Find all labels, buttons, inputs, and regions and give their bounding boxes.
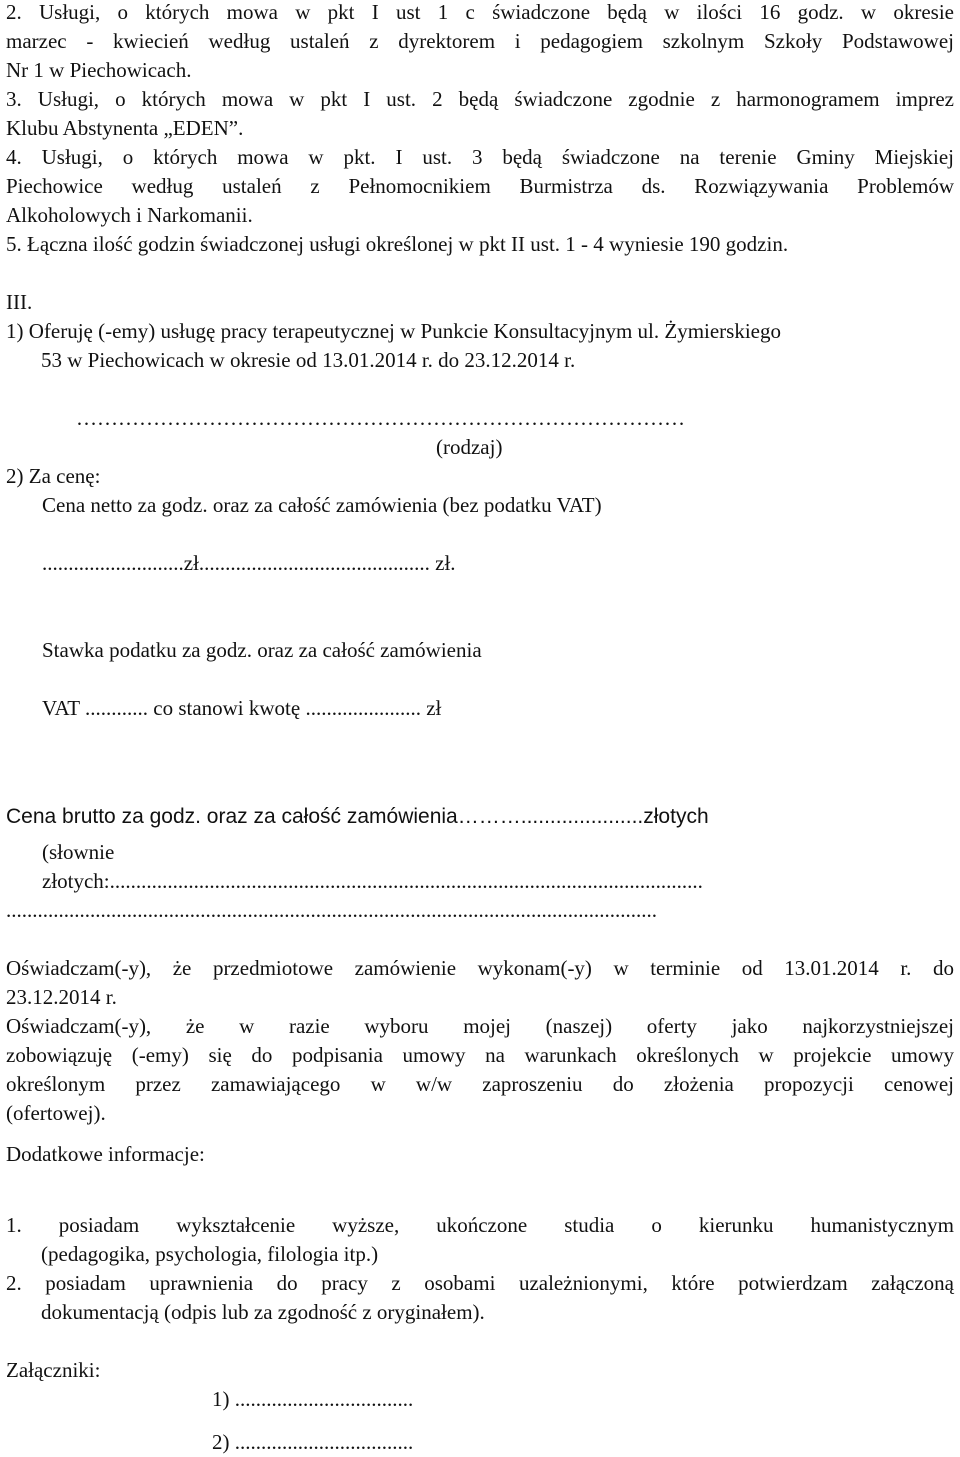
rodzaj-label: (rodzaj) [436,435,503,459]
oferta-line-4: (ofertowej). [6,1101,106,1125]
brutto-line: Cena brutto za godz. oraz za całość zamówienia……….....................złotych [6,805,709,828]
list-item-3-line1: 3. Usługi, o których mowa w pkt I ust. 2 będą świadczone zgodnie z harmonogramem imprez [6,87,954,111]
additional-heading: Dodatkowe informacje: [6,1142,205,1166]
list-item-2-line3: Nr 1 w Piechowicach. [6,58,192,82]
offer-line-2: 53 w Piechowicach w okresie od 13.01.2014 r. do 23.12.2014 r. [41,348,576,372]
additional-item-2-line1: 2. posiadam uprawnienia do pracy z osobami uzależnionymi, które potwierdzam załączoną [6,1271,954,1295]
slownie-line-3: ............................................................................................................................ [6,898,657,922]
section-heading-iii: III. [6,290,33,314]
additional-item-1-line1: 1. posiadam wykształcenie wyższe, ukończone studia o kierunku humanistycznym [6,1213,954,1237]
price-label: 2) Za cenę: [6,464,101,488]
oferta-line-3: określonym przez zamawiającego w w/w zaproszeniu do złożenia propozycji cenowej [6,1072,954,1096]
slownie-line-1: (słownie [42,840,115,864]
dots-line: …………………………………………………………………………… [76,406,685,430]
list-item-4-line2: Piechowice według ustaleń z Pełnomocnikiem Burmistrza ds. Rozwiązywania Problemów [6,174,954,198]
list-item-4-line3: Alkoholowych i Narkomanii. [6,203,253,227]
list-item-4-line1: 4. Usługi, o których mowa w pkt. I ust. 3 będą świadczone na terenie Gminy Miejskiej [6,145,954,169]
netto-values: ...........................zł............................................ zł. [42,551,456,575]
oferta-line-1: Oświadczam(-y), że w razie wyboru mojej (naszej) oferty jako najkorzystniejszej [6,1014,954,1038]
oferta-line-2: zobowiązuję (-emy) się do podpisania umowy na warunkach określonych w projekcie umowy [6,1043,954,1067]
additional-item-1-line2: (pedagogika, psychologia, filologia itp.) [41,1242,379,1266]
attachment-item-1: 1) .................................. [212,1387,414,1411]
offer-line-1: 1) Oferuję (-emy) usługę pracy terapeutycznej w Punkcie Konsultacyjnym ul. Żymierskiego [6,319,782,343]
termin-line-1: Oświadczam(-y), że przedmiotowe zamówienie wykonam(-y) w terminie od 13.01.2014 r. do [6,956,954,980]
slownie-line-2: złotych:................................................................................................................. [42,869,703,893]
additional-item-2-line2: dokumentacją (odpis lub za zgodność z oryginałem). [41,1300,485,1324]
list-item-2-line1: 2. Usługi, o których mowa w pkt I ust 1 c świadczone będą w ilości 16 godz. w okresie [6,0,954,24]
list-item-3-line2: Klubu Abstynenta „EDEN”. [6,116,244,140]
stawka-label: Stawka podatku za godz. oraz za całość zamówienia [42,638,482,662]
termin-line-2: 23.12.2014 r. [6,985,117,1009]
list-item-5: 5. Łączna ilość godzin świadczonej usługi określonej w pkt II ust. 1 - 4 wyniesie 190 godzin. [6,232,789,256]
list-item-2-line2: marzec - kwiecień według ustaleń z dyrektorem i pedagogiem szkolnym Szkoły Podstawowej [6,29,954,53]
vat-line: VAT ............ co stanowi kwotę ...................... zł [42,696,442,720]
netto-label: Cena netto za godz. oraz za całość zamówienia (bez podatku VAT) [42,493,602,517]
attachments-heading: Załączniki: [6,1358,101,1382]
attachment-item-2: 2) .................................. [212,1430,414,1454]
